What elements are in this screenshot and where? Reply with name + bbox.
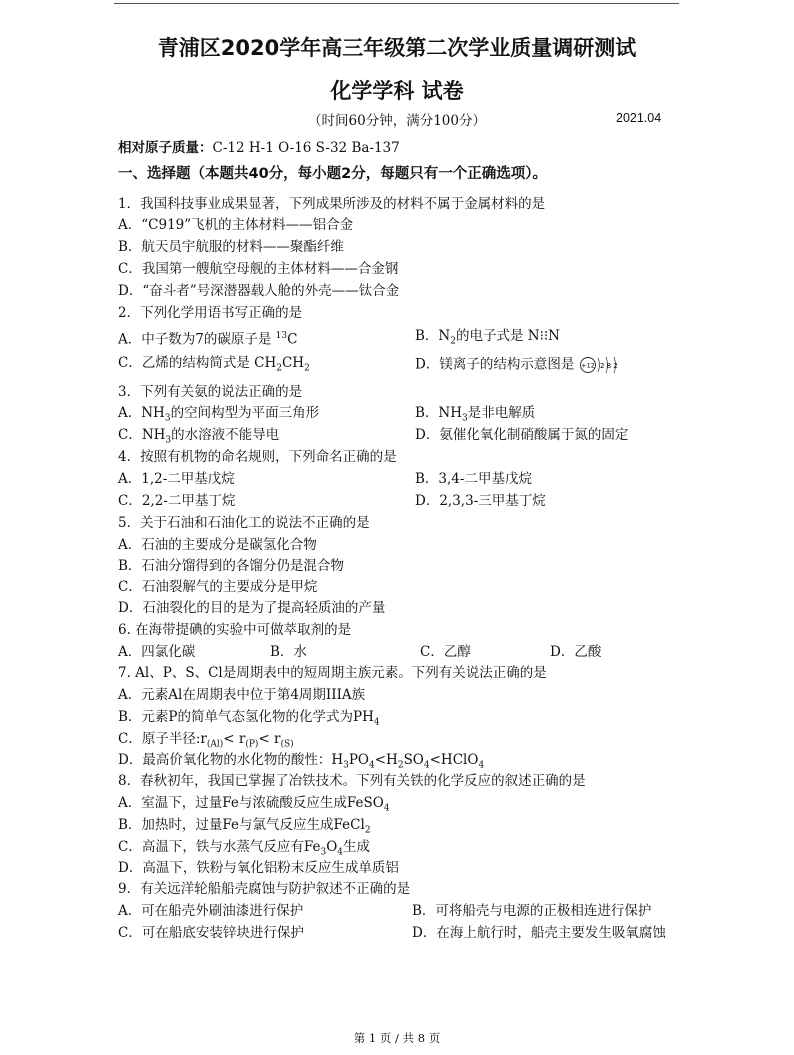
q5-option-d: D．石油裂化的目的是为了提高轻质油的产量 <box>118 600 386 616</box>
q1-option-b: B．航天员宇航服的材料——聚酯纤维 <box>118 239 344 255</box>
atomic-mass-values: C-12 H-1 O-16 S-32 Ba-137 <box>212 140 400 156</box>
q4-stem: 4．按照有机物的命名规则，下列命名正确的是 <box>118 449 397 465</box>
subject-title: 化学学科 试卷 <box>330 79 464 103</box>
q9-option-a: A．可在船壳外刷油漆进行保护 <box>118 903 304 919</box>
q7-option-b: B．元素P的简单气态氢化物的化学式为$PH_4$ <box>118 709 380 728</box>
q2-option-d: D．镁离子的结构示意图是 +12 2 8 2 <box>415 354 625 376</box>
q9-option-c: C．可在船底安装锌块进行保护 <box>118 925 304 941</box>
top-rule <box>114 3 679 4</box>
q7-option-a: A．元素Al在周期表中位于第4周期IIIA族 <box>118 687 366 703</box>
q3-option-c: C．$NH_3$的水溶液不能导电 <box>118 427 280 446</box>
q5-stem: 5．关于石油和石油化工的说法不正确的是 <box>118 515 370 531</box>
q4-option-d: D．2,3,3-三甲基丁烷 <box>415 493 546 509</box>
q2-option-a: A．中子数为7的碳原子是 $^{13}$C <box>118 331 298 348</box>
q6-option-c: C．乙醇 <box>420 644 471 660</box>
atomic-mass-label: 相对原子质量： <box>118 140 213 156</box>
q4-option-a: A．1,2-二甲基戊烷 <box>118 471 235 487</box>
svg-text:2 8 2: 2 8 2 <box>599 362 618 370</box>
q6-stem: 6. 在海带提碘的实验中可做萃取剂的是 <box>118 622 352 638</box>
q7-stem: 7. Al、P、S、Cl是周期表中的短周期主族元素。下列有关说法正确的是 <box>118 665 547 681</box>
q4-option-c: C．2,2-二甲基丁烷 <box>118 493 236 509</box>
q8-option-a: A．室温下，过量Fe与浓硫酸反应生成FeSO$_4$ <box>118 795 390 814</box>
exam-date: 2021.04 <box>616 111 662 125</box>
page-footer: 第 1 页 / 共 8 页 <box>353 1031 441 1045</box>
q6-option-d: D．乙酸 <box>550 644 602 660</box>
q1-stem: 1．我国科技事业成果显著，下列成果所涉及的材料不属于金属材料的是 <box>118 196 546 212</box>
q8-stem: 8．春秋初年，我国已掌握了冶铁技术。下列有关铁的化学反应的叙述正确的是 <box>118 773 586 789</box>
q2-stem: 2．下列化学用语书写正确的是 <box>118 305 303 321</box>
q4-option-b: B．3,4-二甲基戊烷 <box>415 471 532 487</box>
q3-option-a: A．$NH_3$的空间构型为平面三角形 <box>118 405 320 424</box>
q5-option-b: B．石油分馏得到的各馏分仍是混合物 <box>118 558 344 574</box>
q2-option-b: B．$N_2$的电子式是 N⁝⁝N <box>415 328 560 347</box>
q8-option-d: D．高温下，铁粉与氧化铝粉末反应生成单质铝 <box>118 860 399 876</box>
q8-option-c: C．高温下，铁与水蒸气反应有$Fe_3O_4$生成 <box>118 839 370 858</box>
q5-option-c: C．石油裂解气的主要成分是甲烷 <box>118 579 318 595</box>
q2-option-c: C．乙烯的结构简式是 $CH_2CH_2$ <box>118 355 310 374</box>
q1-option-c: C．我国第一艘航空母舰的主体材料——合金钢 <box>118 261 399 277</box>
section-heading: 一、选择题（本题共40分，每小题2分，每题只有一个正确选项）。 <box>118 166 548 182</box>
q9-option-d: D．在海上航行时，船壳主要发生吸氧腐蚀 <box>412 925 666 941</box>
q3-option-b: B．$NH_3$是非电解质 <box>415 405 536 424</box>
exam-title: 青浦区2020学年高三年级第二次学业质量调研测试 <box>157 36 637 60</box>
svg-text:+12: +12 <box>580 361 595 370</box>
q5-option-a: A．石油的主要成分是碳氢化合物 <box>118 537 317 553</box>
q3-option-d: D．氨催化氧化制硝酸属于氮的固定 <box>415 427 629 443</box>
atomic-mass-line <box>118 139 400 157</box>
q6-option-b: B．水 <box>270 644 307 660</box>
q8-option-b: B．加热时，过量Fe与氯气反应生成FeCl$_2$ <box>118 817 371 836</box>
q9-option-b: B．可将船壳与电源的正极相连进行保护 <box>412 903 652 919</box>
q6-option-a: A．四氯化碳 <box>118 644 196 660</box>
q3-stem: 3．下列有关氨的说法正确的是 <box>118 384 303 400</box>
q1-option-a: A．“C919”飞机的主体材料——铝合金 <box>118 217 354 233</box>
q7-option-d: D．最高价氧化物的水化物的酸性：$H_3PO_4<H_2SO_4<HClO_4$ <box>118 752 485 771</box>
q7-option-c: C．原子半径$:r_{(Al)}< r_{(P)}< r_{(S)}$ <box>118 731 294 750</box>
q1-option-d: D．“奋斗者”号深潜器载人舱的外壳——钛合金 <box>118 283 400 299</box>
magnesium-ion-diagram-icon <box>579 354 625 376</box>
time-limit: （时间60分钟，满分100分） <box>308 113 486 129</box>
q9-stem: 9．有关远洋轮船船壳腐蚀与防护叙述不正确的是 <box>118 881 411 897</box>
